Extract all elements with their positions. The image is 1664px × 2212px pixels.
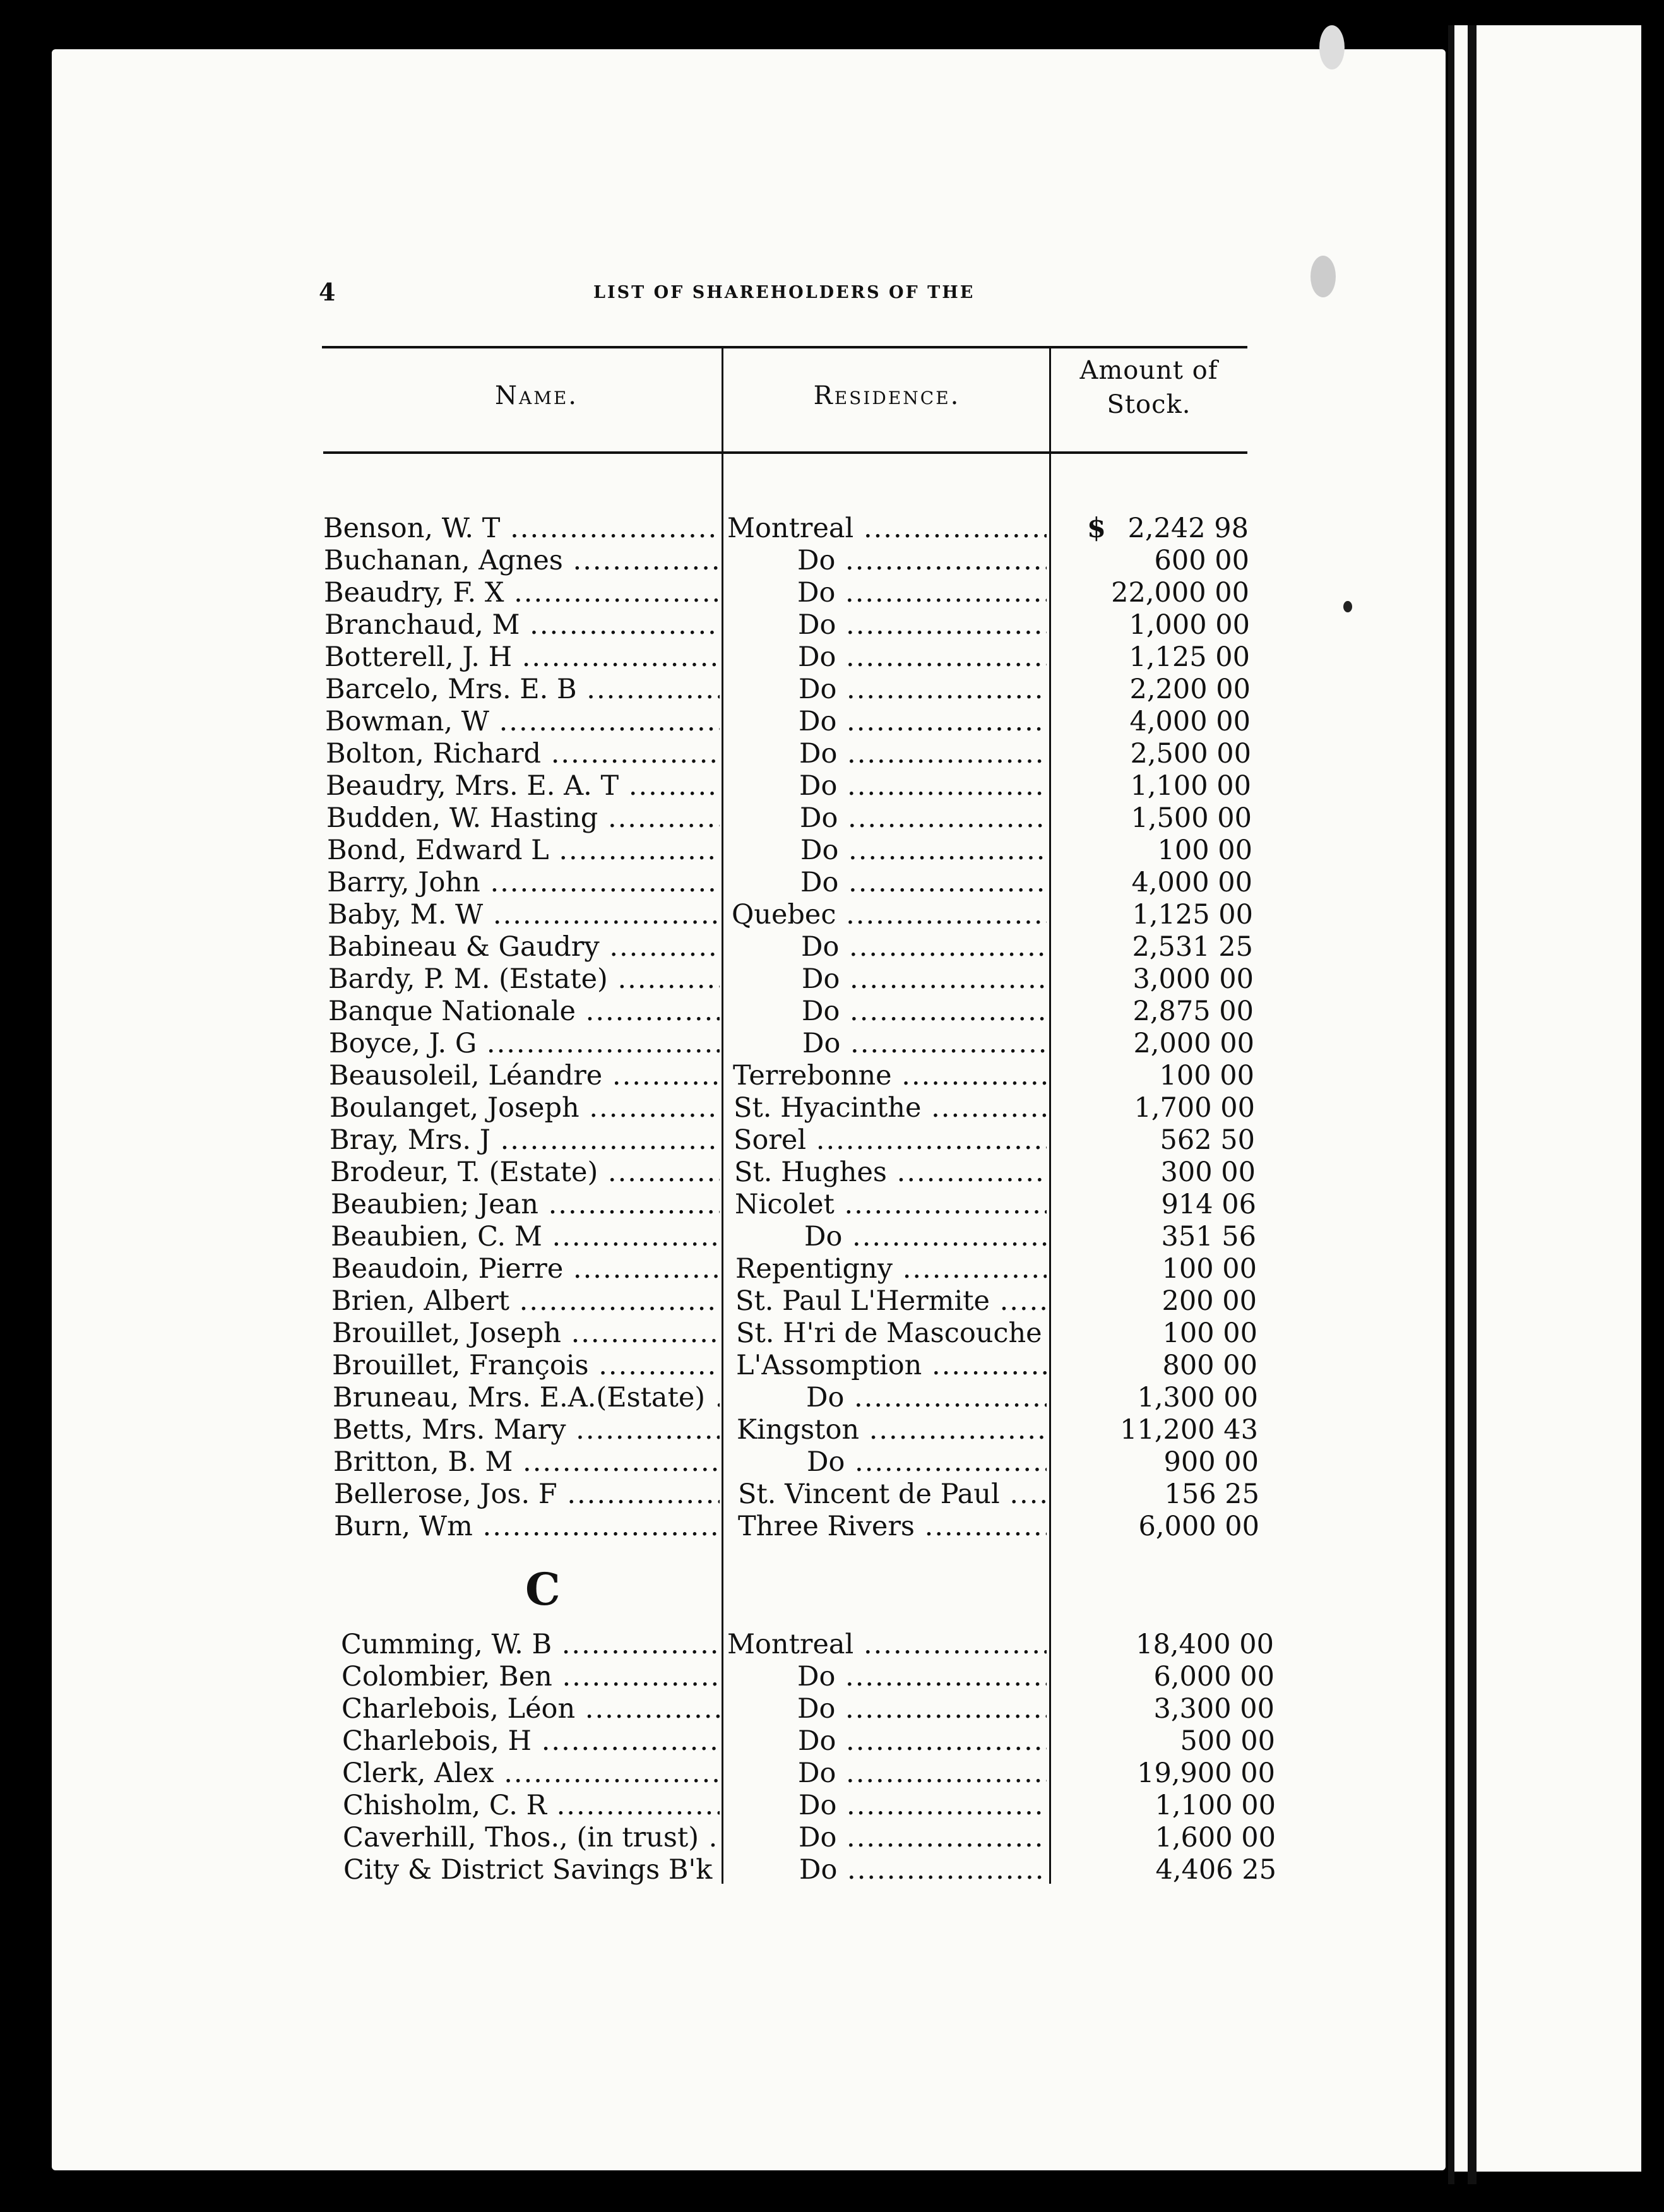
shareholder-name: Brien, Albert ..... bbox=[331, 1285, 720, 1317]
shareholder-name: Beaubien; Jean ..... bbox=[331, 1189, 720, 1221]
shareholder-name: Charlebois, H ..... bbox=[342, 1725, 720, 1757]
running-head: LIST OF SHAREHOLDERS OF THE bbox=[593, 283, 975, 302]
table-row bbox=[0, 1790, 1452, 1822]
table-row bbox=[0, 1221, 1452, 1253]
stock-amount: 1,125 00 bbox=[1132, 899, 1253, 931]
shareholder-name: Bray, Mrs. J ..... bbox=[330, 1124, 720, 1157]
shareholder-residence: Do ..... bbox=[801, 931, 1047, 963]
table-row bbox=[0, 1124, 1452, 1157]
shareholder-name: Barcelo, Mrs. E. B ..... bbox=[325, 674, 720, 706]
shareholder-name: Bardy, P. M. (Estate) ..... bbox=[328, 963, 720, 996]
stock-amount: 351 56 bbox=[1161, 1221, 1256, 1252]
shareholder-name: Bond, Edward L ..... bbox=[327, 835, 720, 867]
shareholder-residence: Kingston ..... bbox=[737, 1414, 1047, 1446]
shareholder-residence: St. Hughes ..... bbox=[734, 1157, 1047, 1189]
shareholder-residence: Do ..... bbox=[797, 1693, 1047, 1725]
shareholder-residence: Do ..... bbox=[806, 1382, 1047, 1414]
stock-amount: 100 00 bbox=[1162, 1317, 1257, 1349]
header-top-rule bbox=[322, 346, 1247, 348]
shareholder-name: Banque Nationale ..... bbox=[328, 996, 720, 1028]
stock-amount: 1,000 00 bbox=[1129, 609, 1250, 641]
gutter-line-inner bbox=[1468, 25, 1477, 2184]
table-row bbox=[0, 835, 1452, 867]
stock-amount: 100 00 bbox=[1157, 835, 1252, 866]
shareholder-residence: Do ..... bbox=[799, 770, 1047, 802]
shareholder-name: Beaubien, C. M ..... bbox=[331, 1221, 720, 1253]
shareholder-name: Clerk, Alex ..... bbox=[342, 1757, 720, 1790]
table-row bbox=[0, 899, 1452, 931]
table-row bbox=[0, 1478, 1452, 1511]
stock-amount: 2,000 00 bbox=[1133, 1028, 1254, 1059]
table-row bbox=[0, 963, 1452, 996]
shareholder-name: Britton, B. M ..... bbox=[333, 1446, 720, 1478]
table-row bbox=[0, 931, 1452, 963]
shareholder-name: Chisholm, C. R ..... bbox=[343, 1790, 720, 1822]
stock-amount: 900 00 bbox=[1163, 1446, 1259, 1478]
stock-amount: 100 00 bbox=[1159, 1060, 1254, 1091]
shareholder-residence: Do ..... bbox=[797, 1661, 1047, 1693]
table-row bbox=[0, 1725, 1452, 1757]
shareholder-name: Brouillet, François ..... bbox=[332, 1350, 720, 1382]
table-row bbox=[0, 609, 1452, 641]
ink-speck bbox=[1319, 25, 1345, 69]
table-row bbox=[0, 802, 1452, 835]
table-row bbox=[0, 1446, 1452, 1478]
shareholder-name: Brouillet, Joseph ..... bbox=[332, 1317, 720, 1350]
stock-amount: 2,531 25 bbox=[1132, 931, 1253, 963]
shareholder-name: Beaudoin, Pierre ..... bbox=[331, 1253, 720, 1285]
table-row bbox=[0, 674, 1452, 706]
table-row bbox=[0, 996, 1452, 1028]
stock-amount: 100 00 bbox=[1162, 1253, 1257, 1285]
shareholder-residence: Do ..... bbox=[799, 1790, 1047, 1822]
shareholder-residence: L'Assomption ..... bbox=[736, 1350, 1047, 1382]
stock-amount: 1,600 00 bbox=[1155, 1822, 1276, 1853]
table-row bbox=[0, 1822, 1452, 1854]
shareholder-residence: Do ..... bbox=[800, 802, 1047, 835]
table-row bbox=[0, 1157, 1452, 1189]
table-row bbox=[0, 545, 1452, 577]
shareholder-residence: Do ..... bbox=[797, 545, 1047, 577]
shareholder-residence: Montreal ..... bbox=[727, 1629, 1047, 1661]
shareholder-residence: Do ..... bbox=[799, 706, 1047, 738]
shareholder-name: Burn, Wm ..... bbox=[334, 1511, 720, 1543]
stock-amount: 22,000 00 bbox=[1111, 577, 1249, 609]
shareholder-residence: Do ..... bbox=[799, 738, 1047, 770]
shareholder-residence: St. Vincent de Paul ..... bbox=[738, 1478, 1047, 1511]
shareholder-name: Botterell, J. H ..... bbox=[324, 641, 720, 674]
stock-amount: 4,000 00 bbox=[1131, 867, 1252, 898]
stock-amount: 2,242 98 bbox=[1127, 513, 1249, 544]
shareholder-residence: Do ..... bbox=[802, 963, 1047, 996]
shareholder-name: City & District Savings B'k ..... bbox=[343, 1854, 720, 1886]
shareholder-residence: Do ..... bbox=[798, 609, 1047, 641]
shareholder-residence: Montreal ..... bbox=[727, 513, 1047, 545]
shareholder-residence: Do ..... bbox=[802, 1028, 1047, 1060]
table-row bbox=[0, 1060, 1452, 1092]
stock-amount: 2,875 00 bbox=[1132, 996, 1254, 1027]
shareholder-residence: Do ..... bbox=[797, 577, 1047, 609]
shareholder-name: Caverhill, Thos., (in trust) ..... bbox=[343, 1822, 720, 1854]
shareholder-residence: Do ..... bbox=[802, 996, 1047, 1028]
column-header-residence: Residence. bbox=[813, 381, 961, 410]
shareholder-residence: Three Rivers ..... bbox=[738, 1511, 1047, 1543]
shareholder-residence: Repentigny ..... bbox=[735, 1253, 1047, 1285]
stock-amount: 1,700 00 bbox=[1134, 1092, 1255, 1124]
header-bottom-rule bbox=[323, 451, 1247, 454]
table-row bbox=[0, 1317, 1452, 1350]
shareholder-residence: Do ..... bbox=[799, 1822, 1047, 1854]
table-row bbox=[0, 1629, 1452, 1661]
shareholder-name: Colombier, Ben ..... bbox=[342, 1661, 720, 1693]
shareholder-name: Babineau & Gaudry ..... bbox=[328, 931, 720, 963]
shareholder-name: Boulanget, Joseph ..... bbox=[330, 1092, 720, 1124]
section-letter-c: C bbox=[525, 1563, 561, 1615]
page-number: 4 bbox=[319, 278, 336, 306]
stock-amount: 156 25 bbox=[1164, 1478, 1259, 1510]
table-row bbox=[0, 577, 1452, 609]
column-header-name: Name. bbox=[494, 381, 579, 410]
shareholder-name: Baby, M. W ..... bbox=[328, 899, 720, 931]
table-row bbox=[0, 1661, 1452, 1693]
shareholder-name: Bolton, Richard ..... bbox=[326, 738, 720, 770]
shareholder-residence: Sorel ..... bbox=[734, 1124, 1047, 1157]
stock-amount: 11,200 43 bbox=[1120, 1414, 1258, 1446]
shareholder-name: Cumming, W. B ..... bbox=[341, 1629, 720, 1661]
table-row bbox=[0, 1693, 1452, 1725]
shareholder-name: Beausoleil, Léandre ..... bbox=[329, 1060, 720, 1092]
table-row bbox=[0, 738, 1452, 770]
shareholder-name: Bruneau, Mrs. E.A.(Estate) ..... bbox=[333, 1382, 720, 1414]
ink-speck bbox=[1310, 256, 1336, 297]
table-row bbox=[0, 1382, 1452, 1414]
shareholder-name: Buchanan, Agnes ..... bbox=[324, 545, 720, 577]
stock-amount: 1,100 00 bbox=[1155, 1790, 1276, 1821]
shareholder-residence: Do ..... bbox=[804, 1221, 1047, 1253]
stock-amount: 3,300 00 bbox=[1153, 1693, 1275, 1725]
stock-amount: 3,000 00 bbox=[1132, 963, 1254, 995]
shareholder-name: Boyce, J. G ..... bbox=[329, 1028, 720, 1060]
stock-amount: 562 50 bbox=[1160, 1124, 1255, 1156]
shareholder-name: Beaudry, Mrs. E. A. T ..... bbox=[326, 770, 720, 802]
table-row bbox=[0, 641, 1452, 674]
stock-amount: 18,400 00 bbox=[1136, 1629, 1274, 1660]
shareholder-residence: Do ..... bbox=[798, 1757, 1047, 1790]
shareholder-name: Budden, W. Hasting ..... bbox=[326, 802, 720, 835]
stock-amount: 800 00 bbox=[1162, 1350, 1257, 1381]
shareholder-residence: Do ..... bbox=[799, 1854, 1047, 1886]
table-row bbox=[0, 867, 1452, 899]
stock-amount: 1,500 00 bbox=[1131, 802, 1252, 834]
shareholder-residence: Do ..... bbox=[799, 674, 1047, 706]
shareholder-residence: Do ..... bbox=[798, 1725, 1047, 1757]
shareholder-residence: Quebec ..... bbox=[732, 899, 1047, 931]
shareholder-residence: Do ..... bbox=[800, 867, 1047, 899]
table-row bbox=[0, 1414, 1452, 1446]
shareholder-name: Barry, John ..... bbox=[327, 867, 720, 899]
stock-amount: 1,100 00 bbox=[1130, 770, 1251, 802]
shareholder-name: Bowman, W ..... bbox=[325, 706, 720, 738]
stock-amount: 6,000 00 bbox=[1138, 1511, 1259, 1542]
stock-amount: 300 00 bbox=[1160, 1157, 1256, 1188]
stock-amount: 500 00 bbox=[1180, 1725, 1275, 1757]
stock-amount: 4,000 00 bbox=[1129, 706, 1251, 737]
shareholder-residence: Do ..... bbox=[798, 641, 1047, 674]
shareholder-name: Bellerose, Jos. F ..... bbox=[334, 1478, 720, 1511]
table-row bbox=[0, 1757, 1452, 1790]
shareholder-name: Charlebois, Léon ..... bbox=[342, 1693, 720, 1725]
shareholder-name: Brodeur, T. (Estate) ..... bbox=[330, 1157, 720, 1189]
stock-amount: 2,500 00 bbox=[1130, 738, 1251, 770]
shareholder-residence: St. Hyacinthe ..... bbox=[734, 1092, 1047, 1124]
shareholder-name: Beaudry, F. X ..... bbox=[324, 577, 720, 609]
stock-amount: 2,200 00 bbox=[1129, 674, 1251, 705]
table-row bbox=[0, 706, 1452, 738]
stock-amount: 19,900 00 bbox=[1137, 1757, 1275, 1789]
shareholder-residence: Do ..... bbox=[807, 1446, 1047, 1478]
stock-amount: 1,300 00 bbox=[1137, 1382, 1258, 1413]
currency-symbol: $ bbox=[1087, 513, 1106, 544]
table-row bbox=[0, 1350, 1452, 1382]
shareholder-residence: St. H'ri de Mascouche ..... bbox=[736, 1317, 1047, 1350]
shareholder-residence: Do ..... bbox=[800, 835, 1047, 867]
table-row bbox=[0, 1189, 1452, 1221]
shareholder-name: Benson, W. T ..... bbox=[323, 513, 720, 545]
facing-page-edge bbox=[1452, 25, 1641, 2172]
shareholder-name: Betts, Mrs. Mary ..... bbox=[333, 1414, 720, 1446]
stock-amount: 1,125 00 bbox=[1129, 641, 1250, 673]
table-row bbox=[0, 1511, 1452, 1543]
stock-amount: 200 00 bbox=[1162, 1285, 1257, 1317]
shareholder-residence: Nicolet ..... bbox=[735, 1189, 1047, 1221]
table-row bbox=[0, 1253, 1452, 1285]
stock-amount: 600 00 bbox=[1154, 545, 1249, 576]
stock-amount: 6,000 00 bbox=[1153, 1661, 1275, 1692]
table-row bbox=[0, 1092, 1452, 1124]
table-row bbox=[0, 1285, 1452, 1317]
table-row bbox=[0, 1854, 1452, 1886]
stock-amount: 914 06 bbox=[1161, 1189, 1256, 1220]
table-row bbox=[0, 513, 1452, 545]
shareholder-name: Branchaud, M ..... bbox=[324, 609, 720, 641]
shareholder-residence: Terrebonne ..... bbox=[733, 1060, 1047, 1092]
column-header-amount: Amount of Stock. bbox=[1079, 356, 1218, 419]
stock-amount: 4,406 25 bbox=[1155, 1854, 1276, 1886]
table-row bbox=[0, 1028, 1452, 1060]
shareholder-residence: St. Paul L'Hermite ..... bbox=[735, 1285, 1047, 1317]
table-row bbox=[0, 770, 1452, 802]
